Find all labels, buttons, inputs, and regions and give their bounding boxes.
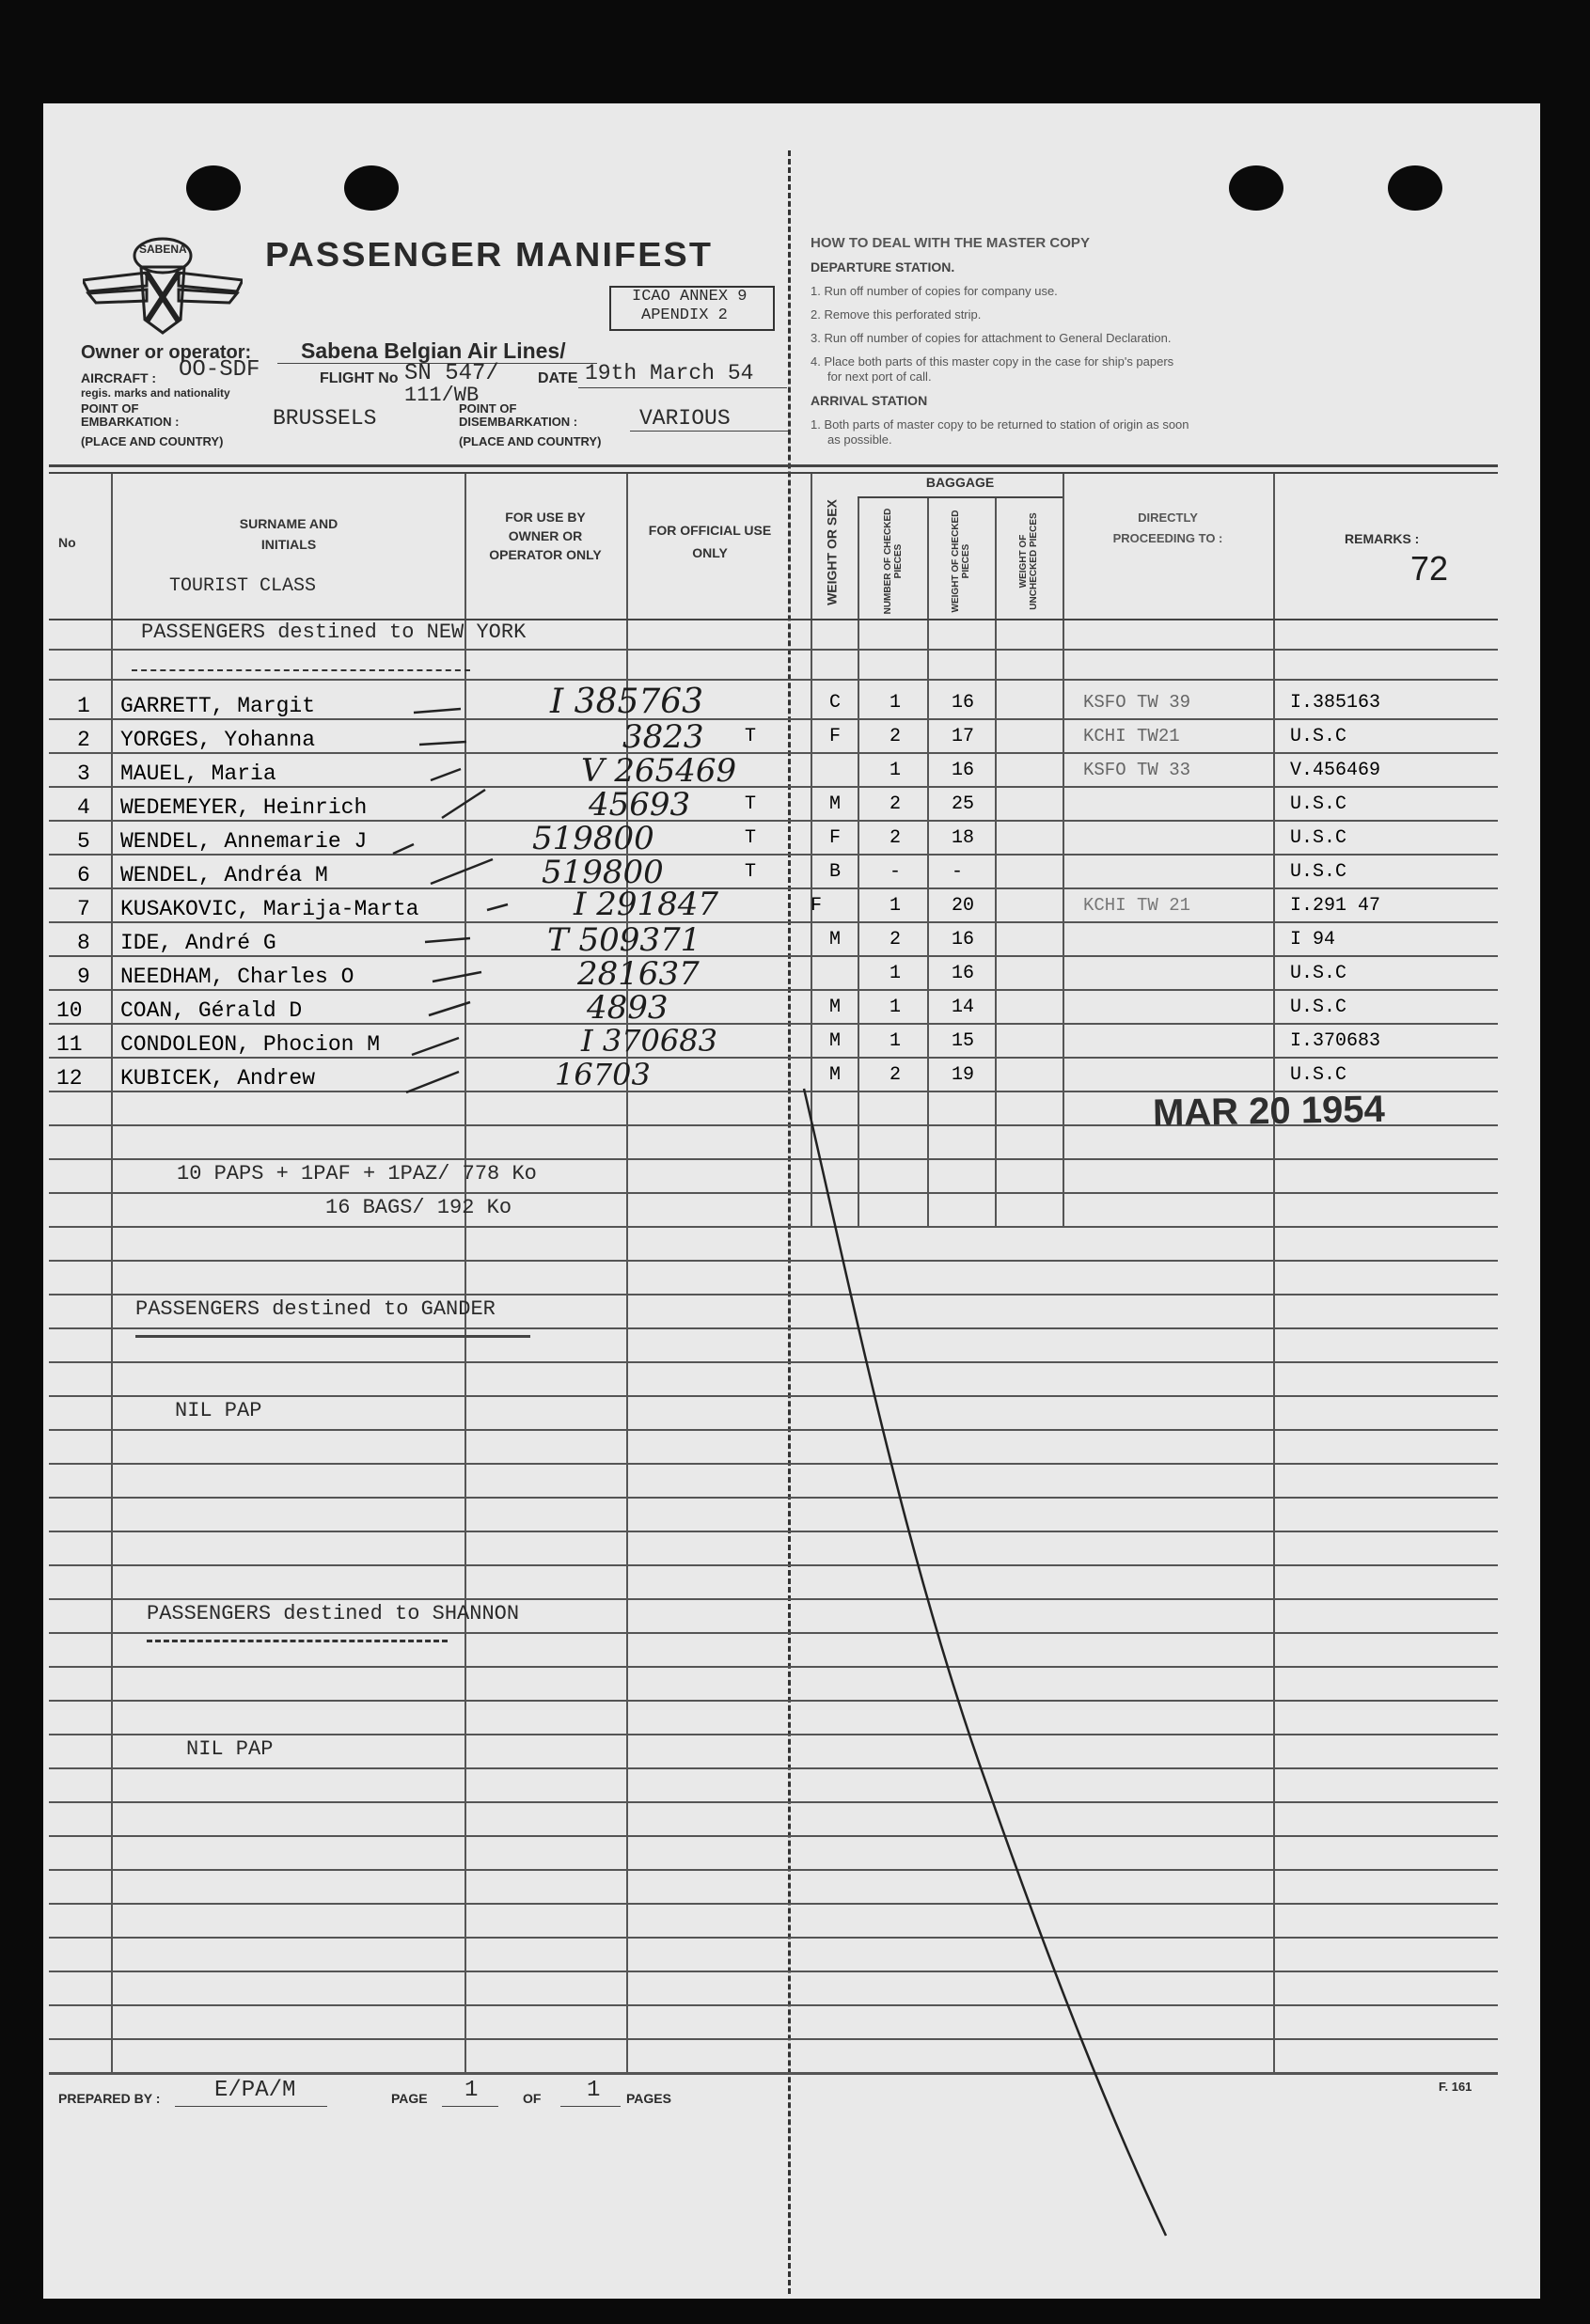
row-name: MAUEL, Maria bbox=[120, 762, 276, 786]
row-dir: KCHI TW21 bbox=[1083, 726, 1180, 746]
section-title-gander: PASSENGERS destined to GANDER bbox=[135, 1297, 496, 1321]
pages-label: PAGES bbox=[626, 2091, 671, 2106]
form-number: F. 161 bbox=[1439, 2080, 1472, 2094]
row-sex: C bbox=[829, 692, 842, 714]
embarkation-value: BRUSSELS bbox=[273, 406, 377, 431]
nil-pap-shannon: NIL PAP bbox=[186, 1737, 274, 1761]
row-pcs: 1 bbox=[889, 895, 902, 917]
instruction-arrival-1: 1. Both parts of master copy to be returned to station of origin as soon bbox=[811, 417, 1189, 432]
row-pcs: 2 bbox=[889, 793, 902, 815]
row-wt: 17 bbox=[952, 726, 975, 747]
row-wt: 25 bbox=[952, 793, 975, 815]
row-name: WEDEMEYER, Heinrich bbox=[120, 795, 368, 820]
section-underline bbox=[147, 1640, 448, 1642]
section-title-newyork: PASSENGERS destined to NEW YORK bbox=[141, 620, 527, 644]
row-rem: I.385163 bbox=[1290, 692, 1381, 714]
row-pcs: 2 bbox=[889, 726, 902, 747]
row-owner: 281637 bbox=[577, 955, 700, 993]
row-pcs: 1 bbox=[889, 692, 902, 714]
remarks-number: 72 bbox=[1410, 549, 1449, 588]
flight-value-2: 111/WB bbox=[404, 384, 480, 407]
col-header-bag-unchecked: WEIGHT OF UNCHECKED PIECES bbox=[1018, 512, 1039, 610]
flight-label: FLIGHT No bbox=[320, 370, 399, 386]
row-wt: 18 bbox=[952, 827, 975, 849]
row-owner: I 385763 bbox=[550, 683, 704, 721]
date-label: DATE bbox=[538, 370, 578, 386]
col-header-remarks: REMARKS : bbox=[1345, 531, 1420, 546]
section-title-shannon: PASSENGERS destined to SHANNON bbox=[147, 1602, 520, 1625]
row-wt: 19 bbox=[952, 1064, 975, 1086]
row-pcs: - bbox=[889, 861, 902, 883]
row-owner: 519800 bbox=[542, 854, 664, 891]
totals-line-1: 10 PAPS + 1PAF + 1PAZ/ 778 Ko bbox=[177, 1162, 537, 1186]
row-sex: F bbox=[829, 827, 842, 849]
row-no: 8 bbox=[77, 931, 90, 955]
row-name: KUSAKOVIC, Marija-Marta bbox=[120, 897, 419, 921]
aircraft-label: AIRCRAFT : bbox=[81, 370, 157, 385]
col-header-official: FOR OFFICIAL USE ONLY bbox=[648, 523, 772, 560]
row-pcs: 2 bbox=[889, 929, 902, 950]
row-pcs: 1 bbox=[889, 963, 902, 984]
row-rem: U.S.C bbox=[1290, 997, 1347, 1018]
row-no: 2 bbox=[77, 728, 90, 752]
row-owner: V 265469 bbox=[581, 752, 737, 790]
row-rem: U.S.C bbox=[1290, 1064, 1347, 1086]
row-wt: - bbox=[952, 861, 964, 883]
instruction-4b: for next port of call. bbox=[827, 369, 932, 384]
prepared-underline bbox=[175, 2106, 327, 2107]
row-no: 11 bbox=[56, 1032, 83, 1057]
date-stamp: MAR 20 1954 bbox=[1152, 1088, 1386, 1135]
row-wt: 20 bbox=[952, 895, 975, 917]
instructions-arrival: ARRIVAL STATION bbox=[811, 393, 928, 408]
row-no: 3 bbox=[77, 762, 90, 786]
section-underline bbox=[135, 1335, 530, 1338]
row-owner: 45693 bbox=[589, 786, 691, 824]
of-value: 1 bbox=[587, 2078, 601, 2103]
row-owner: 519800 bbox=[532, 820, 654, 857]
embarkation-sub: (PLACE AND COUNTRY) bbox=[81, 434, 224, 448]
row-no: 10 bbox=[56, 998, 83, 1023]
row-name: NEEDHAM, Charles O bbox=[120, 965, 354, 989]
row-owner: 4893 bbox=[587, 989, 669, 1027]
row-wt: 16 bbox=[952, 963, 975, 984]
nil-pap-gander: NIL PAP bbox=[175, 1399, 262, 1422]
row-wt: 16 bbox=[952, 760, 975, 781]
row-pcs: 1 bbox=[889, 1030, 902, 1052]
row-name: YORGES, Yohanna bbox=[120, 728, 316, 752]
owner-value: Sabena Belgian Air Lines/ bbox=[301, 338, 566, 363]
row-sex: M bbox=[829, 793, 842, 815]
row-no: 1 bbox=[77, 694, 90, 718]
instruction-3: 3. Run off number of copies for attachment to General Declaration. bbox=[811, 331, 1172, 345]
col-header-sex: WEIGHT OR SEX bbox=[824, 499, 840, 605]
row-owner: I 370683 bbox=[581, 1023, 717, 1059]
flight-value: SN 547/ bbox=[404, 361, 499, 386]
row-name: WENDEL, Annemarie J bbox=[120, 829, 368, 854]
row-rem: U.S.C bbox=[1290, 963, 1347, 984]
prepared-by-value: E/PA/M bbox=[214, 2078, 296, 2103]
instruction-4: 4. Place both parts of this master copy in the case for ship's papers bbox=[811, 354, 1174, 369]
row-wt: 16 bbox=[952, 692, 975, 714]
row-code: T bbox=[745, 793, 757, 815]
row-owner: 16703 bbox=[555, 1057, 651, 1092]
row-rem: U.S.C bbox=[1290, 827, 1347, 849]
row-rem: I.370683 bbox=[1290, 1030, 1381, 1052]
row-code: T bbox=[745, 726, 757, 747]
owner-label: Owner or operator: bbox=[81, 342, 252, 363]
col-header-class: TOURIST CLASS bbox=[169, 575, 317, 597]
instructions-departure: DEPARTURE STATION. bbox=[811, 259, 955, 275]
row-owner: I 291847 bbox=[574, 886, 719, 923]
row-no: 7 bbox=[77, 897, 90, 921]
row-pcs: 2 bbox=[889, 827, 902, 849]
row-rem: I.291 47 bbox=[1290, 895, 1381, 917]
disembarkation-value: VARIOUS bbox=[639, 406, 731, 431]
row-rem: V.456469 bbox=[1290, 760, 1381, 781]
row-rem: U.S.C bbox=[1290, 793, 1347, 815]
row-code: T bbox=[745, 827, 757, 849]
icao-line1: ICAO ANNEX 9 bbox=[632, 288, 748, 306]
disembarkation-label: POINT OF DISEMBARKATION : bbox=[459, 401, 578, 429]
row-no: 5 bbox=[77, 829, 90, 854]
row-pcs: 1 bbox=[889, 997, 902, 1018]
row-sex: B bbox=[829, 861, 842, 883]
row-no: 9 bbox=[77, 965, 90, 989]
instruction-arrival-2: as possible. bbox=[827, 432, 892, 447]
row-dir: KSFO TW 33 bbox=[1083, 760, 1191, 780]
row-wt: 16 bbox=[952, 929, 975, 950]
row-owner: 3823 bbox=[622, 718, 704, 756]
row-name: IDE, André G bbox=[120, 931, 276, 955]
row-name: GARRETT, Margit bbox=[120, 694, 316, 718]
row-no: 4 bbox=[77, 795, 90, 820]
row-sex: M bbox=[829, 997, 842, 1018]
page-underline bbox=[442, 2106, 498, 2107]
row-sex: M bbox=[829, 1064, 842, 1086]
col-header-bag-pieces: NUMBER OF CHECKED PIECES bbox=[883, 508, 904, 615]
date-value: 19th March 54 bbox=[585, 361, 754, 385]
row-rem: U.S.C bbox=[1290, 861, 1347, 883]
prepared-by-label: PREPARED BY : bbox=[58, 2091, 161, 2106]
of-underline bbox=[560, 2106, 621, 2107]
logo-text: SABENA bbox=[139, 243, 187, 256]
row-name: COAN, Gérald D bbox=[120, 998, 303, 1023]
row-wt: 14 bbox=[952, 997, 975, 1018]
row-pcs: 2 bbox=[889, 1064, 902, 1086]
icao-line2: APENDIX 2 bbox=[641, 306, 728, 324]
col-header-bag-weight: WEIGHT OF CHECKED PIECES bbox=[951, 510, 971, 613]
row-code: T bbox=[745, 861, 757, 883]
row-no: 12 bbox=[56, 1066, 83, 1091]
row-rem: I 94 bbox=[1290, 929, 1336, 950]
row-name: WENDEL, Andréa M bbox=[120, 863, 328, 887]
page-label: PAGE bbox=[391, 2091, 428, 2106]
row-name: CONDOLEON, Phocion M bbox=[120, 1032, 381, 1057]
col-header-directly: DIRECTLY PROCEEDING TO : bbox=[1112, 510, 1223, 545]
row-owner: T 509371 bbox=[547, 921, 701, 959]
instructions-heading: HOW TO DEAL WITH THE MASTER COPY bbox=[811, 235, 1090, 251]
row-name: KUBICEK, Andrew bbox=[120, 1066, 316, 1091]
row-sex: M bbox=[829, 1030, 842, 1052]
col-header-surname: SURNAME AND INITIALS bbox=[239, 516, 338, 552]
row-wt: 15 bbox=[952, 1030, 975, 1052]
page-title: PASSENGER MANIFEST bbox=[265, 235, 714, 274]
page-value: 1 bbox=[464, 2078, 479, 2103]
row-sex: F bbox=[829, 726, 842, 747]
col-header-owner-use: FOR USE BY OWNER OR OPERATOR ONLY bbox=[489, 510, 602, 562]
totals-line-2: 16 BAGS/ 192 Ko bbox=[325, 1196, 512, 1219]
col-header-no: No bbox=[58, 535, 76, 550]
row-sex: F bbox=[811, 895, 823, 917]
disembarkation-sub: (PLACE AND COUNTRY) bbox=[459, 434, 602, 448]
row-dir: KCHI TW 21 bbox=[1083, 895, 1191, 916]
row-pcs: 1 bbox=[889, 760, 902, 781]
of-label: OF bbox=[523, 2091, 542, 2106]
aircraft-sub: regis. marks and nationality bbox=[81, 386, 230, 400]
row-sex: M bbox=[829, 929, 842, 950]
row-rem: U.S.C bbox=[1290, 726, 1347, 747]
instruction-2: 2. Remove this perforated strip. bbox=[811, 307, 982, 322]
aircraft-value: OO-SDF bbox=[179, 357, 260, 383]
embarkation-label: POINT OF EMBARKATION : bbox=[81, 401, 180, 429]
col-header-baggage: BAGGAGE bbox=[925, 475, 995, 490]
row-no: 6 bbox=[77, 863, 90, 887]
row-dir: KSFO TW 39 bbox=[1083, 692, 1191, 713]
instruction-1: 1. Run off number of copies for company use. bbox=[811, 284, 1058, 298]
